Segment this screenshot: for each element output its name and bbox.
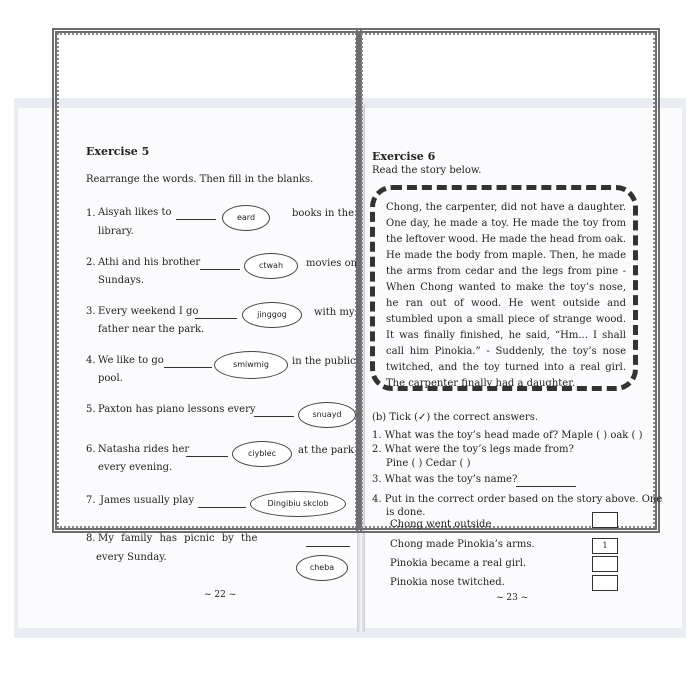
story-text: Chong, the carpenter, did not have a daughter. One day, he made a toy. He made the toy from the leftover wood. He made the head from oak. He made the body from maple. Then, he made the arms from cedar and the legs from pine - When Chong wanted to make the toy’s nose, he ran out of wood. He went outside and stumbled upon a small piece of strange wood. It was finally finished, he said, “Hm... I shall call him Pinokia.” - Suddenly, the toy’s nose twitched, and the toy turned into a real girl. The carpenter finally had a daughter. [386,202,626,389]
page-number-left: ~ 22 ~ [204,590,237,600]
q6-number: 6. [86,444,96,455]
q8-blank[interactable] [306,545,350,547]
q1-text-c: library. [98,226,134,237]
q2-text-c: Sundays. [98,275,145,286]
q1-text-b: books in the [292,208,355,219]
q7-blank[interactable] [198,506,246,508]
q3-word-bubble: jinggog [242,302,302,328]
q5-word-bubble: snuayd [298,402,356,428]
q3-text-c: father near the park. [98,324,205,335]
q2-text: Athi and his brother [98,257,201,268]
q6-text-c: every evening. [98,462,173,473]
q3-text: Every weekend I go [98,306,199,317]
q6-text: Natasha rides her [98,444,190,455]
q1-word-bubble: eard [222,205,270,231]
exercise-6-instruction: Read the story below. [372,165,482,176]
order-item: Chong went outside [390,519,492,530]
q6-text-b: at the park [298,445,354,456]
q4-text-b: in the public [292,356,356,367]
q6-word-bubble: ciyblec [232,441,292,467]
q6-blank[interactable] [186,455,228,457]
order-item: Pinokia nose twitched. [390,577,505,588]
q8-number: 8. [86,533,96,544]
q2-number: 2. [86,257,96,268]
ex6-q4: 4. Put in the correct order based on the story above. One [372,494,663,505]
exercise-5-title: Exercise 5 [86,145,150,158]
q4-text: We like to go [98,355,164,366]
ex6-q2-options: Pine ( ) Cedar ( ) [386,458,471,469]
q8-word-bubble: cheba [296,555,348,581]
q3-text-b: with my [314,307,355,318]
order-box[interactable] [592,512,618,528]
q3-number: 3. [86,306,96,317]
q8-text: My family has picnic by the [98,533,258,544]
q1-text: Aisyah likes to [98,207,172,218]
q3-blank[interactable] [195,317,237,319]
q2-text-b: movies on [306,258,358,269]
q4-word-bubble: smiwmig [214,351,288,379]
exercise-6-title: Exercise 6 [372,150,436,163]
q4-number: 4. [86,355,96,366]
order-box[interactable] [592,556,618,572]
ex6-q2: 2. What were the toy’s legs made from? [372,444,574,455]
q5-text: Paxton has piano lessons every [98,404,256,415]
ex6-q3-blank[interactable] [516,485,576,487]
q7-text: James usually play [100,495,195,506]
q1-blank[interactable] [176,218,216,220]
q4-text-c: pool. [98,373,123,384]
q7-number: 7. [86,495,96,506]
ex6-q4-b: is done. [386,507,426,518]
tick-instruction: (b) Tick (✓) the correct answers. [372,412,539,423]
q4-blank[interactable] [164,366,212,368]
order-box[interactable]: 1 [592,538,618,554]
q2-word-bubble: ctwah [244,253,298,279]
q1-number: 1. [86,208,96,219]
page-number-right: ~ 23 ~ [496,593,529,603]
q7-word-bubble: Dingibiu skclob [250,491,346,517]
exercise-5-instruction: Rearrange the words. Then fill in the blanks. [86,174,314,185]
q5-blank[interactable] [254,415,294,417]
order-item: Pinokia became a real girl. [390,558,527,569]
ex6-q3: 3. What was the toy’s name? [372,474,518,485]
ex6-q1: 1. What was the toy’s head made of? Maple ( ) oak ( ) [372,430,643,441]
order-item: Chong made Pinokia’s arms. [390,539,535,550]
q8-text-c: every Sunday. [96,552,167,563]
order-box[interactable] [592,575,618,591]
q5-number: 5. [86,404,96,415]
q2-blank[interactable] [200,268,240,270]
